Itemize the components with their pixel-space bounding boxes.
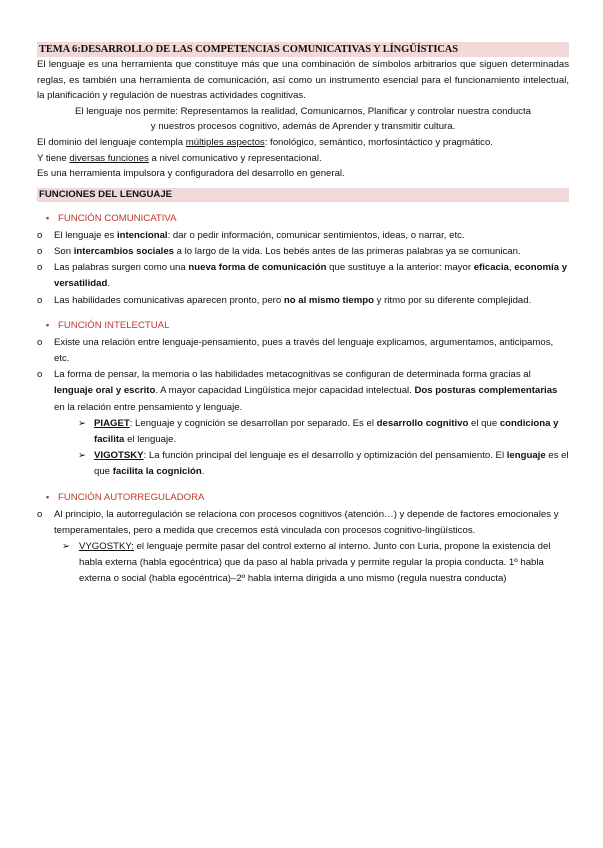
document-page [37, 42, 569, 588]
subheading-comunicativa: • FUNCIÓN COMUNICATIVA [58, 211, 569, 226]
bullet-dot-icon: • [45, 491, 50, 503]
circle-bullet-icon: o [37, 508, 43, 520]
list-item: o Son intercambios sociales a lo largo de la vida. Los bebés antes de las primeras palabras ya se comunican. [37, 244, 569, 260]
circle-bullet-icon: o [37, 262, 43, 274]
subheading-intelectual: • FUNCIÓN INTELECTUAL [58, 318, 569, 333]
list-item: o Al principio, la autorregulación se relaciona con procesos cognitivos (atención…) y depende de factores emocionales y temperamentales, pero a medida que crecemos está vinculada con procesos cognitivo-lingüísticos. [37, 508, 559, 536]
list-item: o Existe una relación entre lenguaje-pensamiento, pues a través del lenguaje explicamos, argumentamos, anticipamos, etc. [37, 336, 554, 364]
document-title: TEMA 6:DESARROLLO DE LAS COMPETENCIAS COMUNICATIVAS Y LÍNGÜÍSTICAS [37, 42, 569, 57]
circle-bullet-icon: o [37, 229, 43, 241]
sub-list-item-vigotsky: ➢ VIGOTSKY: La función principal del lenguaje es el desarrollo y optimización del pensamiento. El lenguaje es el que facilita la cognición. [78, 450, 569, 478]
intro-paragraph: El lenguaje es una herramienta que constituye más que una combinación de símbolos arbitrarios que siguen determinadas reglas, es también una herramienta de comunicación, así como un instrumento esencial para el funcionamiento intelectual, la planificación y regulación de nuestras actividades cognitivas. [37, 59, 569, 102]
list-item: o El lenguaje es intencional: dar o pedir información, comunicar sentimientos, ideas, o narrar, etc. [37, 228, 569, 244]
sub-list-item-piaget: ➢ PIAGET: Lenguaje y cognición se desarrollan por separado. Es el desarrollo cognitivo el que condiciona y facilita el lenguaje. [78, 417, 559, 445]
list-item: o Las palabras surgen como una nueva forma de comunicación que sustituye a la anterior: mayor eficacia, economía y versatilidad. [37, 262, 568, 290]
intro-allows-line1: El lenguaje nos permite: Representamos la realidad, Comunicarnos, Planificar y controlar nuestra conducta [75, 105, 531, 117]
bullet-dot-icon: • [45, 319, 50, 331]
intro-functions: Y tiene diversas funciones a nivel comunicativo y representacional. [37, 152, 322, 164]
list-item: o La forma de pensar, la memoria o las habilidades metacognitivas se configuran de determinada forma gracias al lenguaje oral y escrito. A mayor capacidad Lingüística mejor capacidad intelectual. Dos posturas complementarias en la relación entre pensamiento y lenguaje. [37, 369, 558, 413]
section-heading-funciones: FUNCIONES DEL LENGUAJE [37, 188, 569, 202]
arrow-bullet-icon: ➢ [62, 541, 71, 552]
circle-bullet-icon: o [37, 245, 43, 257]
intro-closing: Es una herramienta impulsora y configuradora del desarrollo en general. [37, 168, 345, 180]
intro-aspects: El dominio del lenguaje contempla múltiples aspectos: fonológico, semántico, morfosintáctico y pragmático. [37, 136, 493, 148]
list-item: o Las habilidades comunicativas aparecen pronto, pero no al mismo tiempo y ritmo por su diferente complejidad. [37, 293, 569, 309]
arrow-bullet-icon: ➢ [78, 450, 87, 462]
intro-allows-line2: y nuestros procesos cognitivo, además de Aprender y transmitir cultura. [150, 121, 456, 133]
arrow-bullet-icon: ➢ [78, 417, 87, 429]
bullet-dot-icon: • [45, 212, 50, 224]
subheading-autorreguladora: • FUNCIÓN AUTORREGULADORA [58, 490, 569, 505]
circle-bullet-icon: o [37, 336, 43, 348]
sub-list-item-vygostky: ➢ VYGOSTKY: el lenguaje permite pasar del control externo al interno. Junto con Luria, propone la existencia del habla externa (habla egocéntrica) que da paso al habla privada y permite regular la propia conducta. 1º habla externa o social (habla egocéntrica)–2º habla interna dirigida a uno mismo (regula nuestra conducta) [62, 541, 551, 585]
circle-bullet-icon: o [37, 294, 43, 306]
circle-bullet-icon: o [37, 369, 43, 381]
